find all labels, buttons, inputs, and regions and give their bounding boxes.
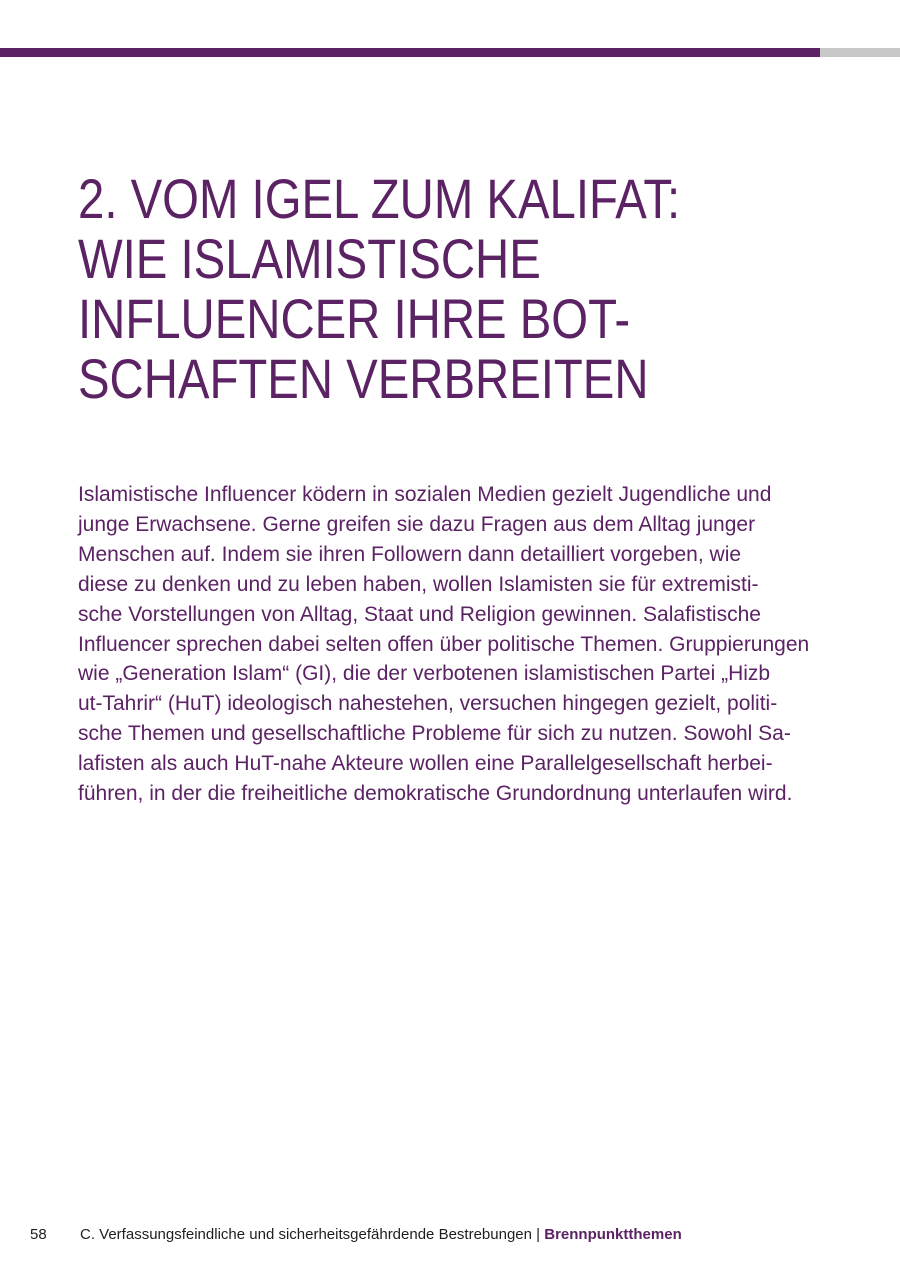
- page-footer: [0, 1225, 900, 1245]
- running-head-separator: |: [536, 1226, 541, 1243]
- paragraph-line: diese zu denken und zu leben haben, wollen Islamisten sie für extremisti-: [78, 572, 759, 596]
- page-number: 58: [30, 1226, 47, 1243]
- running-head-chapter: C. Verfassungsfeindliche und sicherheitsgefährdende Bestrebungen: [80, 1226, 532, 1243]
- paragraph-line: lafisten als auch HuT-nahe Akteure wollen eine Parallelgesellschaft herbei-: [78, 752, 773, 776]
- paragraph-line: ut-Tahrir“ (HuT) ideologisch nahestehen, versuchen hingegen gezielt, politi-: [78, 692, 778, 716]
- top-bar-rest: [820, 48, 900, 57]
- title-line: 2. VOM IGEL ZUM KALIFAT:: [78, 167, 681, 230]
- running-head: [80, 1225, 682, 1245]
- paragraph-line: wie „Generation Islam“ (GI), die der verbotenen islamistischen Partei „Hizb: [78, 662, 771, 686]
- top-bar-accent: [0, 48, 820, 57]
- paragraph-line: junge Erwachsene. Gerne greifen sie dazu Fragen aus dem Alltag junger: [78, 512, 756, 536]
- running-head-section: Brennpunktthemen: [544, 1226, 682, 1243]
- paragraph-line: Menschen auf. Indem sie ihren Followern dann detailliert vorgeben, wie: [78, 542, 742, 566]
- title-line: SCHAFTEN VERBREITEN: [78, 347, 649, 410]
- title-line: WIE ISLAMISTISCHE: [78, 227, 541, 290]
- title-line: INFLUENCER IHRE BOT-: [78, 287, 631, 350]
- intro-paragraph: [78, 480, 878, 809]
- paragraph-line: Islamistische Influencer ködern in sozialen Medien gezielt Jugendliche und: [78, 483, 772, 506]
- paragraph-line: führen, in der die freiheitliche demokratische Grundordnung unterlaufen wird.: [78, 782, 793, 806]
- top-color-bar: [0, 48, 900, 57]
- chapter-title: [78, 169, 838, 409]
- paragraph-line: Influencer sprechen dabei selten offen über politische Themen. Gruppierungen: [78, 632, 810, 656]
- paragraph-line: sche Vorstellungen von Alltag, Staat und Religion gewinnen. Salafistische: [78, 602, 761, 626]
- paragraph-line: sche Themen und gesellschaftliche Probleme für sich zu nutzen. Sowohl Sa-: [78, 722, 791, 746]
